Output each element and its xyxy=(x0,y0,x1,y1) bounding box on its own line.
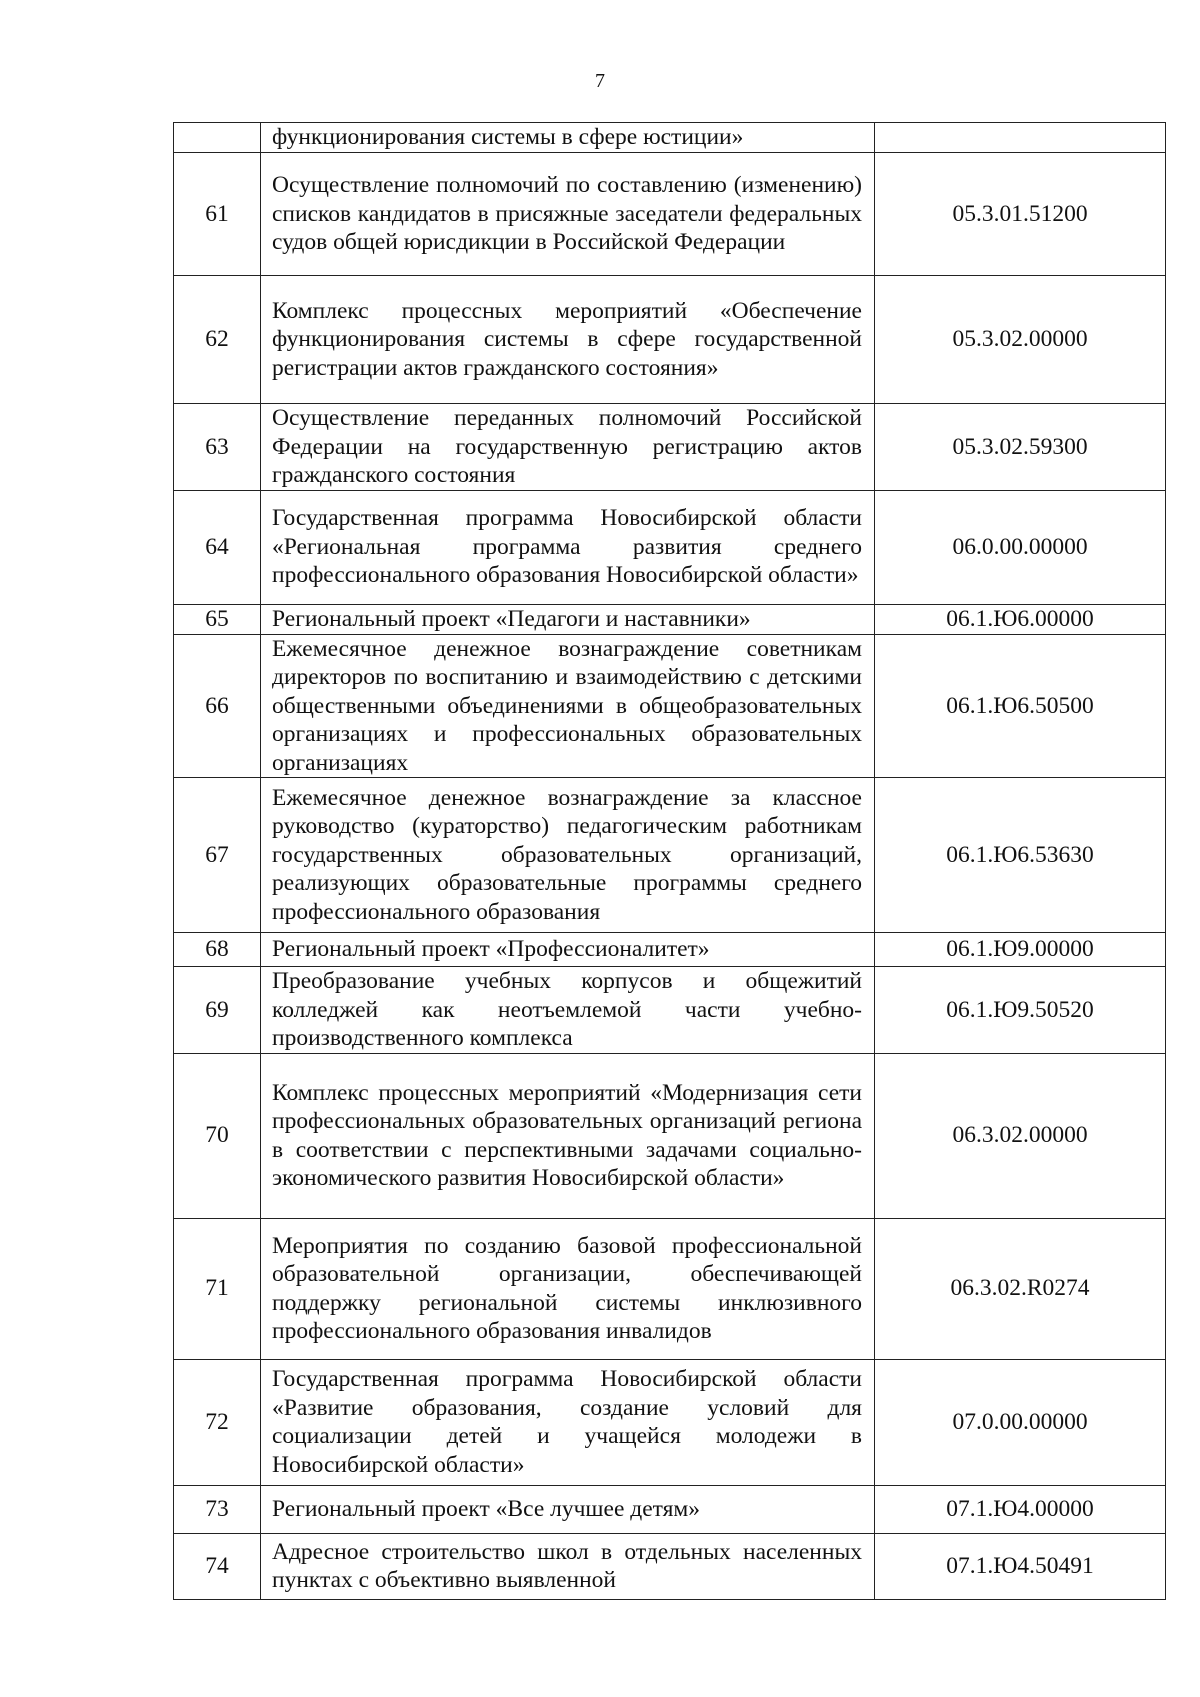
row-code: 06.1.Ю6.00000 xyxy=(875,604,1166,634)
row-number: 72 xyxy=(174,1359,261,1485)
table-row xyxy=(174,1359,1166,1485)
row-name-text: Адресное строительство школ в отдельных населенных пунктах с объективно выявленной xyxy=(272,1538,862,1593)
row-name xyxy=(261,634,875,778)
row-name xyxy=(261,490,875,604)
table-row xyxy=(174,933,1166,967)
row-name xyxy=(261,604,875,634)
row-code: 06.1.Ю9.00000 xyxy=(875,933,1166,967)
budget-code-table xyxy=(173,122,1166,1600)
row-name xyxy=(261,1218,875,1359)
row-name xyxy=(261,1533,875,1599)
row-code: 06.3.02.R0274 xyxy=(875,1218,1166,1359)
row-number: 66 xyxy=(174,634,261,778)
row-name xyxy=(261,153,875,276)
row-code: 06.1.Ю9.50520 xyxy=(875,967,1166,1054)
row-name-text: Ежемесячное денежное вознаграждение советникам директоров по воспитанию и взаимодействию с детскими общественными объединениями в общеобразовательных организациях и профессиональных образовательных организациях xyxy=(272,635,862,776)
table-row xyxy=(174,604,1166,634)
row-number: 61 xyxy=(174,153,261,276)
row-number: 62 xyxy=(174,276,261,404)
row-code: 07.1.Ю4.00000 xyxy=(875,1485,1166,1533)
row-name-text: Государственная программа Новосибирской области «Региональная программа развития среднего профессионального образования Новосибирской области» xyxy=(272,505,862,589)
row-name-text: Ежемесячное денежное вознаграждение за классное руководство (кураторство) педагогическим работникам государственных образовательных организаций, реализующих образовательные программы среднего профессионального образования xyxy=(272,784,862,925)
row-name xyxy=(261,123,875,153)
row-name-text: Региональный проект «Профессионалитет» xyxy=(272,936,710,963)
row-name-text: Осуществление полномочий по составлению (изменению) списков кандидатов в присяжные заседатели федеральных судов общей юрисдикции в Российской Федерации xyxy=(272,172,862,256)
table-row xyxy=(174,276,1166,404)
row-code: 06.3.02.00000 xyxy=(875,1053,1166,1218)
table-row xyxy=(174,123,1166,153)
row-name xyxy=(261,276,875,404)
row-name xyxy=(261,1485,875,1533)
page-number: 7 xyxy=(595,70,605,92)
row-code: 06.0.00.00000 xyxy=(875,490,1166,604)
row-code: 06.1.Ю6.53630 xyxy=(875,778,1166,933)
row-number: 65 xyxy=(174,604,261,634)
row-name xyxy=(261,1359,875,1485)
row-name-text: Комплекс процессных мероприятий «Обеспечение функционирования системы в сфере государственной регистрации актов гражданского состояния» xyxy=(272,297,862,381)
row-name-text: Комплекс процессных мероприятий «Модернизация сети профессиональных образовательных организаций региона в соответствии с перспективными задачами социально-экономического развития Новосибирской области» xyxy=(272,1079,862,1191)
row-name xyxy=(261,1053,875,1218)
table-row xyxy=(174,1485,1166,1533)
row-code: 07.0.00.00000 xyxy=(875,1359,1166,1485)
row-name xyxy=(261,778,875,933)
table-row xyxy=(174,967,1166,1054)
row-name-text: функционирования системы в сфере юстиции» xyxy=(272,124,744,151)
row-number: 67 xyxy=(174,778,261,933)
row-code xyxy=(875,123,1166,153)
row-code: 05.3.02.59300 xyxy=(875,404,1166,491)
table-row xyxy=(174,1218,1166,1359)
row-name-text: Мероприятия по созданию базовой профессиональной образовательной организации, обеспечивающей поддержку региональной системы инклюзивного профессионального образования инвалидов xyxy=(272,1232,862,1344)
row-name xyxy=(261,404,875,491)
row-number: 73 xyxy=(174,1485,261,1533)
row-code: 07.1.Ю4.50491 xyxy=(875,1533,1166,1599)
row-code: 06.1.Ю6.50500 xyxy=(875,634,1166,778)
table-row xyxy=(174,153,1166,276)
table-row xyxy=(174,634,1166,778)
row-number: 63 xyxy=(174,404,261,491)
row-number: 71 xyxy=(174,1218,261,1359)
row-number xyxy=(174,123,261,153)
row-code: 05.3.01.51200 xyxy=(875,153,1166,276)
row-name-text: Государственная программа Новосибирской области «Развитие образования, создание условий для социализации детей и учащейся молодежи в Новосибирской области» xyxy=(272,1366,862,1478)
row-name-text: Региональный проект «Все лучшее детям» xyxy=(272,1495,701,1522)
row-number: 64 xyxy=(174,490,261,604)
table-row xyxy=(174,1053,1166,1218)
row-name xyxy=(261,967,875,1054)
row-number: 74 xyxy=(174,1533,261,1599)
row-name-text: Осуществление переданных полномочий Российской Федерации на государственную регистрацию актов гражданского состояния xyxy=(272,405,862,488)
row-name xyxy=(261,933,875,967)
table-row xyxy=(174,490,1166,604)
table-row xyxy=(174,404,1166,491)
row-number: 69 xyxy=(174,967,261,1054)
row-name-text: Региональный проект «Педагоги и наставники» xyxy=(272,605,751,632)
table-row xyxy=(174,778,1166,933)
table-row xyxy=(174,1533,1166,1599)
row-name-text: Преобразование учебных корпусов и общежитий колледжей как неотъемлемой части учебно-производственного комплекса xyxy=(272,968,862,1051)
row-number: 70 xyxy=(174,1053,261,1218)
row-number: 68 xyxy=(174,933,261,967)
row-code: 05.3.02.00000 xyxy=(875,276,1166,404)
